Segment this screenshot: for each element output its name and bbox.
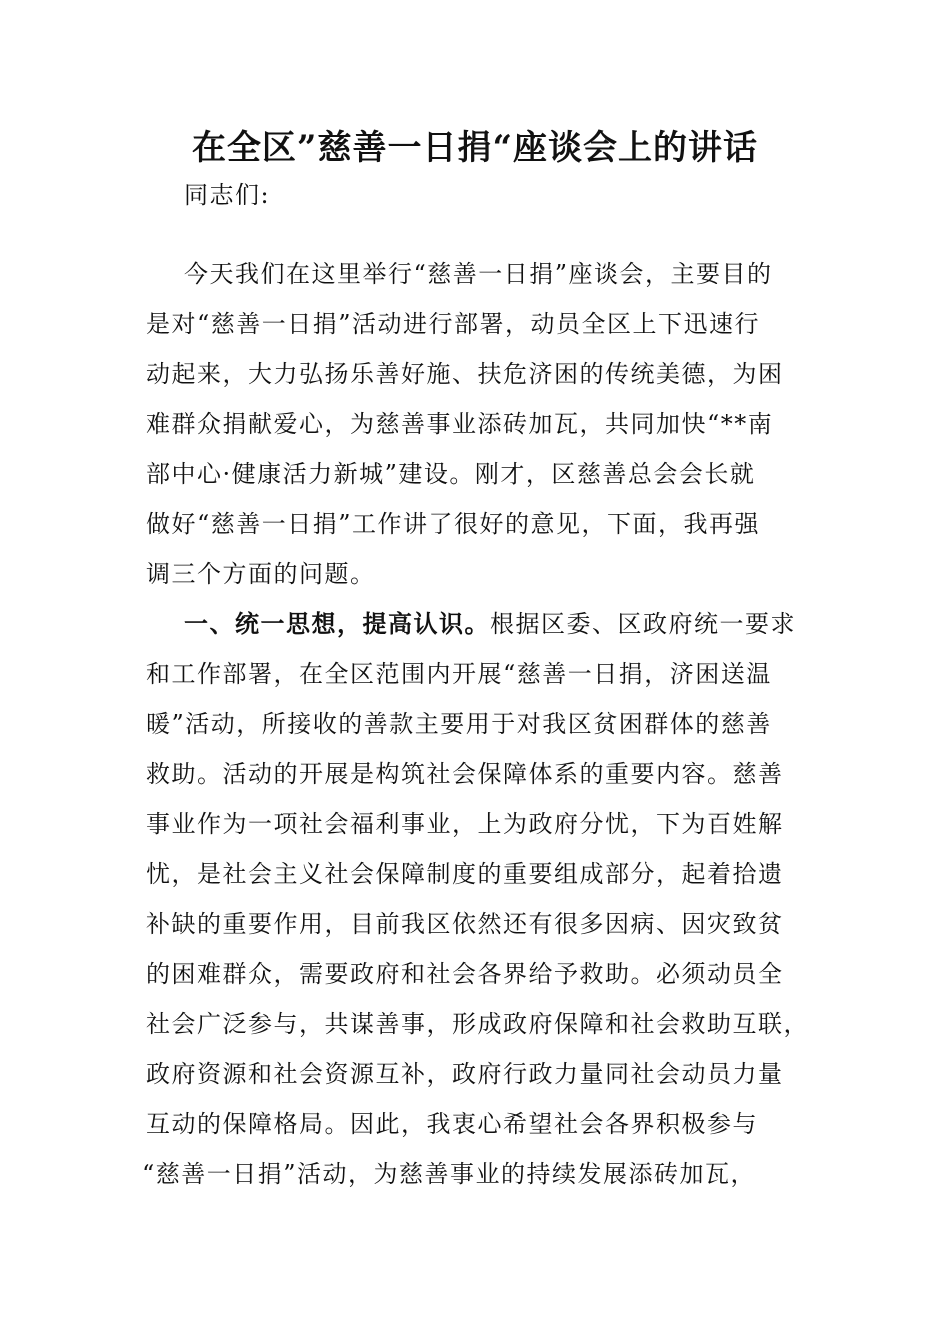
paragraph-line: 补缺的重要作用，目前我区依然还有很多因病、因灾致贫 xyxy=(146,910,784,938)
paragraph-line: 是对“慈善一日捐”活动进行部署，动员全区上下迅速行 xyxy=(146,310,761,338)
paragraph-line: 互动的保障格局。因此，我衷心希望社会各界积极参与 xyxy=(146,1110,758,1138)
paragraph-line: 难群众捐献爱心，为慈善事业添砖加瓦，共同加快“**南 xyxy=(146,410,774,438)
paragraph-line: 部中心·健康活力新城”建设。刚才，区慈善总会会长就 xyxy=(146,460,756,488)
paragraph-text: 根据区委、区政府统一要求 xyxy=(490,610,796,638)
section-line xyxy=(184,599,796,649)
paragraph-line: 做好“慈善一日捐”工作讲了很好的意见，下面，我再强 xyxy=(146,510,761,538)
document-title: 在全区”慈善一日捐“座谈会上的讲话 xyxy=(191,128,759,168)
paragraph-line: 政府资源和社会资源互补，政府行政力量同社会动员力量 xyxy=(146,1060,784,1088)
paragraph-line: 今天我们在这里举行“慈善一日捐”座谈会，主要目的 xyxy=(184,260,773,288)
paragraph-line: 暖”活动，所接收的善款主要用于对我区贫困群体的慈善 xyxy=(146,710,772,738)
paragraph-line: “慈善一日捐”活动，为慈善事业的持续发展添砖加瓦， xyxy=(142,1160,757,1188)
section-heading: 一、统一思想，提高认识。 xyxy=(184,609,490,638)
paragraph-line: 社会广泛参与，共谋善事，形成政府保障和社会救助互联， xyxy=(146,1010,809,1038)
paragraph-line: 事业作为一项社会福利事业，上为政府分忧，下为百姓解 xyxy=(146,810,784,838)
paragraph-line: 忧，是社会主义社会保障制度的重要组成部分，起着拾遗 xyxy=(146,860,784,888)
paragraph-line: 动起来，大力弘扬乐善好施、扶危济困的传统美德，为困 xyxy=(146,360,784,388)
paragraph-line: 调三个方面的问题。 xyxy=(146,560,376,588)
paragraph-line: 和工作部署，在全区范围内开展“慈善一日捐，济困送温 xyxy=(146,660,772,688)
paragraph-line: 救助。活动的开展是构筑社会保障体系的重要内容。慈善 xyxy=(146,760,784,788)
paragraph-line: 的困难群众，需要政府和社会各界给予救助。必须动员全 xyxy=(146,960,784,988)
salutation: 同志们: xyxy=(184,181,271,209)
